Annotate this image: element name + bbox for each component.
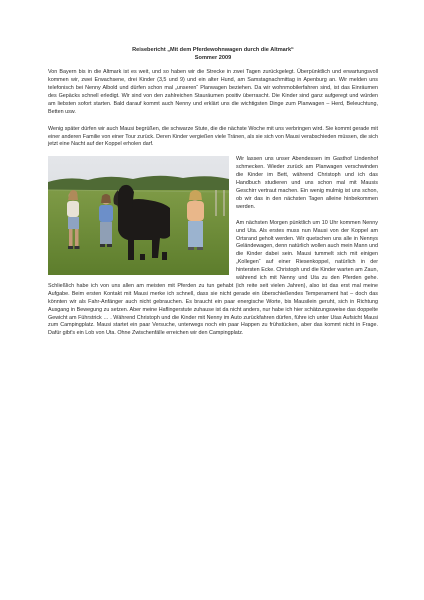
- paragraph-3: Wir lassen uns unser Abendessen im Gasthof Lindenhof schmecken. Wieder zurück am Planwagen verschwinden die Kinder im Bett, während Christoph und ich das Handbuch studieren und uns schon mal mit Mausis Geschirr vertraut machen. Ein wenig mulmig ist uns schon, ob wir das in den nächsten Tagen alleine hinbekommen werden.: [236, 156, 378, 210]
- paragraph-4: Am nächsten Morgen pünktlich um 10 Uhr kommen Nenny und Uta. Als erstes muss nun Mausi von der Koppel am Ortsrand geholt werden. Wir quetschen uns alle in Nennys Geländewagen, denn natürlich wollen auch mein Mann und die Kinder dabei sein. Mausi tummelt sich mit einigen „Kollegen“ auf einer Riesenkoppel, natürlich in der hintersten Ecke. Christoph und die Kinder warten am Zaun, während ich mit Nenny und Uta zu den Pferden gehe. Schließlich habe ich von uns allen am meisten mit Pferden zu tun gehabt (ich reite seit vielen Jahren), also ist das erst mal meine Aufgabe. Beim ersten Kontakt mit Mausi merke ich schnell, dass sie nicht gerade ein überschießendes Temperament hat – doch das könnten wir als Fahr-Anfänger auch nicht gebrauchen. Es braucht ein paar energische Worte, bis Mausilein geruht, sich in Richtung Ausgang in Bewegung zu setzen. Aber meine Haflingerstute zuhause ist da nicht anders, nur habe ich hier schätzungsweise das doppelte Gewicht am Führstrick … . Während Christoph und die Kinder mit Nenny im Auto zurückfahren dürfen, führe ich unter Utas Aufsicht Mausi zum Campingplatz. Mausi startet ein paar Versuche, unterwegs noch ein paar Happen zu frühstücken, aber das kommt nicht in Frage. Dafür gibt's ein Lob von Uta. Ohne Zwischenfälle erreichen wir den Campingplatz.: [48, 219, 378, 337]
- paragraph-2: Wenig später dürfen wir auch Mausi begrüßen, die schwarze Stute, die die nächste Woche mit uns verbringen wird. Sie kommt gerade mit einer anderen Familie von einer Tour zurück. Deren Kinder vergießen viele Tränen, als sie sich von Mausi verabschieden müssen, die sich jetzt eine Nacht auf der Koppel erholen darf.: [48, 125, 378, 148]
- title-line-1: Reisebericht „Mit dem Pferdewohnwagen durch die Altmark“: [132, 47, 294, 53]
- title-line-2: Sommer 2009: [194, 55, 232, 62]
- woman-figure-right: [187, 190, 204, 250]
- paragraph-1: Von Bayern bis in die Altmark ist es weit, und so haben wir die Strecke in zwei Tagen zurückgelegt. Überpünktlich und erwartungsvoll kommen wir, zwei Erwachsene, drei Kinder (3,5 und 9) und ein alter Hund, am Samstagnachmittag in Apenburg an. Wir melden uns telefonisch bei Nenny Albold und dürfen schon mal „unseren“ Planwagen beziehen. Da wir wohnmobilerfahren sind, ist das Einräumen des Gepäcks schnell erledigt. Wir sind von den zahlreichen Stauräumen positiv überrascht. Die Kinder sind ganz aufgeregt und würden am liebsten sofort starten. Bald darauf kommt auch Nenny und erklärt uns die wichtigsten Dinge zum Planwagen – Herd, Beleuchtung, Betten usw.: [48, 69, 378, 115]
- horse-photo: [48, 156, 229, 275]
- photo-text-block: [48, 156, 378, 338]
- document-page: [48, 46, 378, 338]
- document-title: [48, 46, 378, 62]
